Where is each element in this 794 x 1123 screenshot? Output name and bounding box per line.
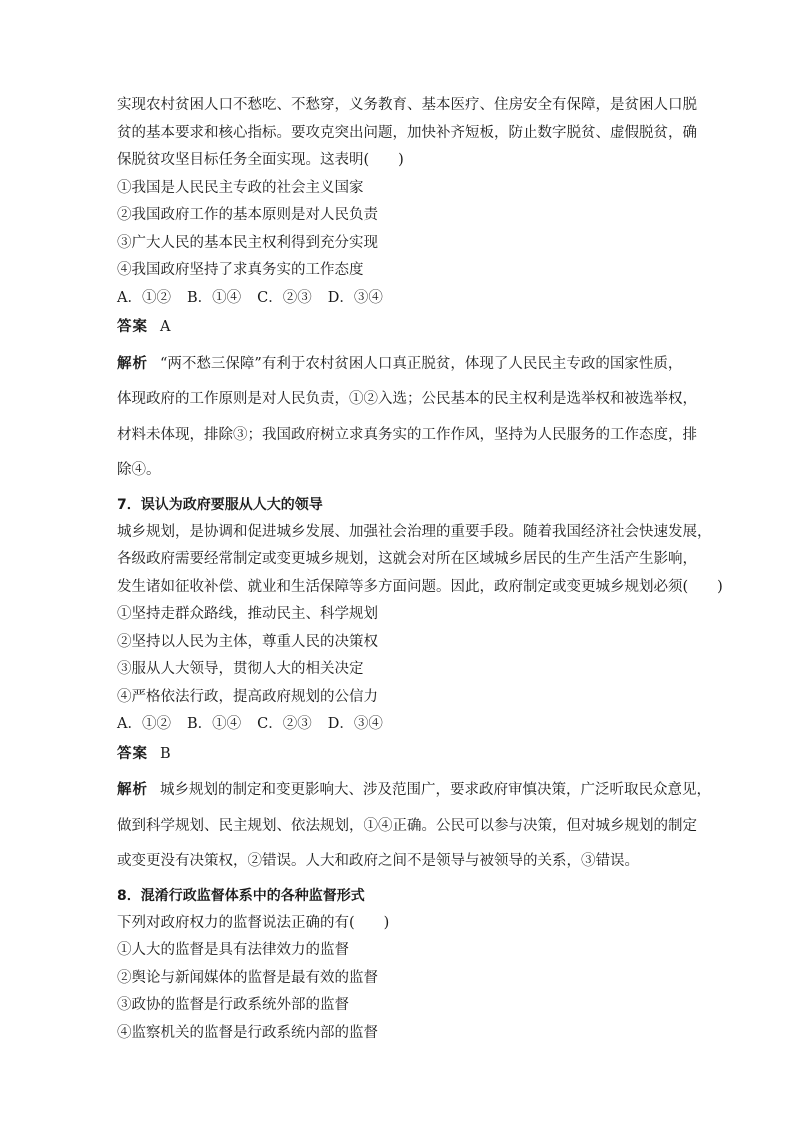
option-a: A．①② [117, 289, 171, 306]
answer-options [117, 285, 679, 313]
analysis-line: 材料未体现，排除③；我国政府树立求真务实的工作作风，坚持为人民服务的工作态度，排 [117, 426, 697, 443]
analysis-line: 或变更没有决策权，②错误。人大和政府之间不是领导与被领导的关系，③错误。 [117, 853, 639, 869]
option-c: C．②③ [257, 289, 312, 306]
question-stem-line: 保脱贫攻坚目标任务全面实现。这表明( ) [117, 152, 404, 168]
choice-item: ①人大的监督是具有法律效力的监督 [117, 942, 349, 958]
choice-item: ③服从人大领导，贯彻人大的相关决定 [117, 661, 364, 677]
analysis-text: “两不愁三保障”有利于农村贫困人口真正脱贫，体现了人民民主专政的国家性质， [160, 355, 683, 372]
analysis-line [117, 347, 683, 383]
answer-row [117, 314, 679, 342]
choice-item: ①我国是人民民主专政的社会主义国家 [117, 179, 364, 196]
option-b: B．①④ [186, 289, 242, 306]
question-stem-line: 发生诸如征收补偿、就业和生活保障等多方面问题。因此，政府制定或变更城乡规划必须( ) [117, 578, 723, 595]
answer-options [117, 711, 679, 739]
choice-item: ②坚持以人民为主体，尊重人民的决策权 [117, 633, 378, 650]
question-8 [117, 882, 679, 1048]
analysis-text: 城乡规划的制定和变更影响大、涉及范围广，要求政府审慎决策，广泛听取民众意见， [160, 782, 711, 798]
choice-item: ④监察机关的监督是行政系统内部的监督 [117, 1024, 378, 1041]
analysis-block [117, 773, 711, 880]
choice-item: ③广大人民的基本民主权利得到充分实现 [117, 234, 378, 251]
choice-item: ③政协的监督是行政系统外部的监督 [117, 997, 349, 1013]
section-heading: 8．混淆行政监督体系中的各种监督形式 [117, 887, 365, 904]
question-stem-line: 城乡规划，是协调和促进城乡发展、加强社会治理的重要手段。随着我国经济社会快速发展， [117, 523, 712, 540]
section-heading: 7．误认为政府要服从人大的领导 [117, 496, 323, 513]
analysis-block [117, 347, 697, 489]
question-stem-line: 各级政府需要经常制定或变更城乡规划，这就会对所在区域城乡居民的生产生活产生影响， [117, 551, 697, 567]
choice-item: ①坚持走群众路线，推动民主、科学规划 [117, 606, 378, 622]
analysis-label: 解析 [117, 782, 148, 798]
answer-label: 答案 [117, 319, 148, 335]
analysis-line: 除④。 [117, 462, 161, 478]
option-a: A．①② [117, 716, 171, 732]
question-7 [117, 491, 723, 880]
analysis-line: 做到科学规划、民主规划、依法规划，①④正确。公民可以参与决策，但对城乡规划的制定 [117, 817, 697, 834]
question-stem-line: 实现农村贫困人口不愁吃、不愁穿，义务教育、基本医疗、住房安全有保障，是贫困人口脱 [117, 97, 697, 113]
answer-label: 答案 [117, 745, 148, 762]
option-d: D．③④ [327, 289, 383, 306]
analysis-label: 解析 [117, 355, 148, 372]
option-c: C．②③ [257, 716, 312, 732]
document-page [117, 92, 723, 1047]
analysis-line [117, 773, 711, 809]
choice-item: ④严格依法行政，提高政府规划的公信力 [117, 688, 378, 705]
question-6 [117, 92, 697, 489]
option-b: B．①④ [186, 716, 242, 732]
choice-item: ②我国政府工作的基本原则是对人民负责 [117, 207, 378, 223]
analysis-line: 体现政府的工作原则是对人民负责，①②入选；公民基本的民主权利是选举权和被选举权， [117, 391, 697, 407]
answer-value: A [160, 319, 171, 335]
question-stem-line: 下列对政府权力的监督说法正确的有( ) [117, 914, 390, 931]
choice-item: ②舆论与新闻媒体的监督是最有效的监督 [117, 969, 378, 986]
option-d: D．③④ [327, 716, 383, 732]
question-stem-line: 贫的基本要求和核心指标。要攻克突出问题，加快补齐短板，防止数字脱贫、虚假脱贫，确 [117, 124, 697, 141]
answer-value: B [160, 745, 171, 762]
choice-item: ④我国政府坚持了求真务实的工作态度 [117, 262, 364, 278]
answer-row [117, 741, 679, 769]
